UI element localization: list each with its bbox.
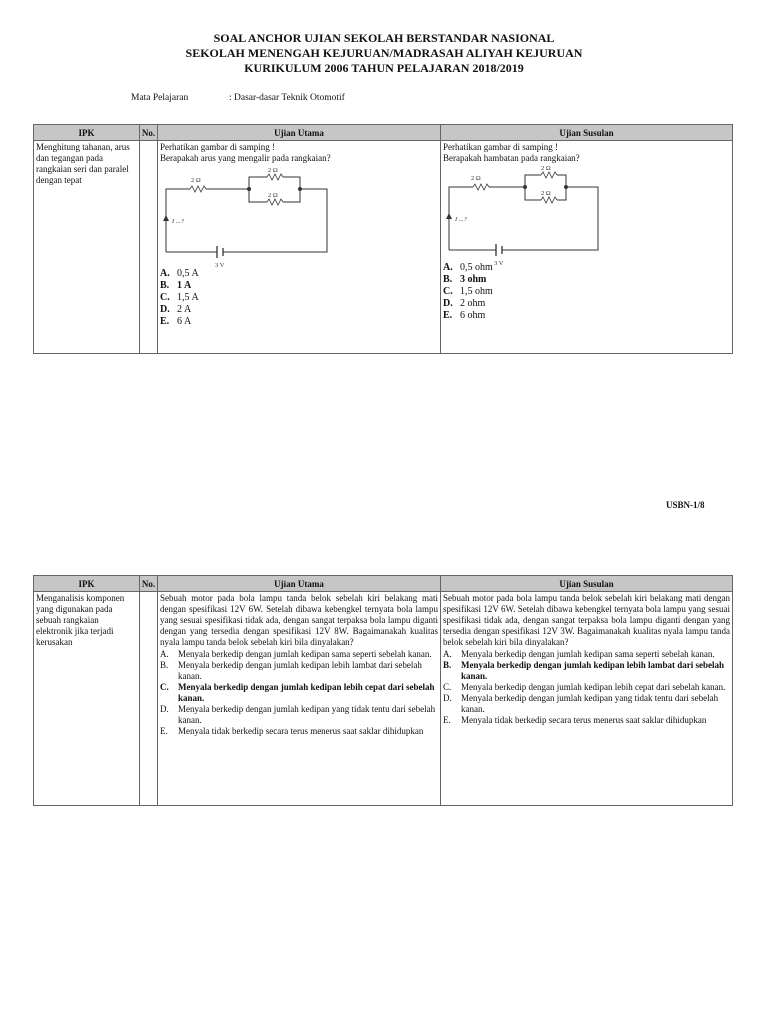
subject-label: Mata Pelajaran [131,93,189,103]
table-row [34,141,733,354]
resistor-label: 2 Ω [471,175,481,182]
battery-label: 3 V [215,262,225,268]
doc-title-line-1: SOAL ANCHOR UJIAN SEKOLAH BERSTANDAR NASIONAL [213,31,555,45]
col-ujian-susulan: Ujian Susulan [441,125,733,141]
col-ujian-susulan: Ujian Susulan [441,576,733,592]
option-letter: E. [443,715,451,725]
circuit-diagram [443,166,608,266]
col-ujian-utama: Ujian Utama [158,125,441,141]
option-text: 2 ohm [460,298,486,309]
options-list [160,268,438,328]
ipk-cell: Menghitung tahanan, arus dan tegangan pada rangkaian seri dan paralel dengan tepat [34,141,140,354]
utama-cell [158,592,441,806]
col-ujian-utama: Ujian Utama [158,576,441,592]
options-list [160,649,438,737]
option-letter: B. [160,660,169,670]
options-list [443,649,730,726]
option-text: 1,5 A [177,292,199,303]
table-row [34,592,733,806]
ipk-cell: Menganalisis komponen yang digunakan pada sebuah rangkaian elektronik jika terjadi kerusakan [34,592,140,806]
utama-question: Berapakah arus yang mengalir pada rangkaian? [160,153,331,163]
option-text-answer: 3 ohm [460,274,487,285]
susulan-cell [441,592,733,806]
utama-cell [158,141,441,354]
option-letter: C. [160,682,169,692]
question-table-2 [33,575,733,806]
option-letter: C. [443,682,452,692]
battery-label: 3 V [494,260,504,266]
option-letter: D. [443,298,453,309]
option-text: Menyala tidak berkedip secara terus menerus saat saklar dihidupkan [178,726,424,736]
doc-title-line-3: KURIKULUM 2006 TAHUN PELAJARAN 2018/2019 [244,61,524,75]
option-text: 2 A [177,304,192,315]
col-ipk: IPK [34,125,140,141]
susulan-question: Berapakah hambatan pada rangkaian? [443,153,580,163]
option-text: Menyala berkedip dengan jumlah kedipan lebih cepat dari sebelah kanan. [461,682,726,692]
option-text: Menyala berkedip dengan jumlah kedipan lebih lambat dari sebelah kanan. [178,660,422,681]
col-ipk: IPK [34,576,140,592]
option-text-answer: 1 A [177,280,192,291]
option-text: 6 A [177,316,192,327]
option-letter: D. [443,693,452,703]
resistor-label: 2 Ω [268,192,278,199]
utama-instruction: Perhatikan gambar di samping ! [160,142,275,152]
option-letter: E. [443,310,453,321]
resistor-label: 2 Ω [268,168,278,174]
option-letter: C. [443,286,453,297]
resistor-label: 2 Ω [541,166,551,172]
question-table-1 [33,124,733,354]
option-letter: A. [160,649,169,659]
option-letter: B. [160,280,170,291]
circuit-diagram [160,168,335,268]
option-text: 1,5 ohm [460,286,493,297]
doc-title-line-2: SEKOLAH MENENGAH KEJURUAN/MADRASAH ALIYAH KEJURUAN [185,46,583,60]
resistor-label: 2 Ω [541,190,551,197]
option-text: Menyala tidak berkedip secara terus menerus saat saklar dihidupkan [461,715,707,725]
col-no: No. [140,576,158,592]
option-text: Menyala berkedip dengan jumlah kedipan yang tidak tentu dari sebelah kanan. [178,704,436,725]
susulan-stem: Sebuah motor pada bola lampu tanda belok sebelah kiri belakang mati dengan spesifikasi 12V 6W. Setelah dibawa kebengkel ternyata bola lampu yang sesuai spesifikasi tidak ada, dengan sangat terpaksa bola lampu diganti dengan yang tersedia dengan spesifikasi 12V 3W. Bagaimanakah kualitas nyala lampu tanda belok sebelah kiri bila dinyalakan? [443,593,730,647]
col-no: No. [140,125,158,141]
option-text-answer: Menyala berkedip dengan jumlah kedipan lebih cepat dari sebelah kanan. [178,682,435,703]
option-letter: B. [443,660,452,670]
option-text: 6 ohm [460,310,486,321]
option-text: 0,5 ohm [460,262,493,273]
table-header-row [34,125,733,141]
option-letter: B. [443,274,453,285]
option-letter: D. [160,304,170,315]
option-letter: C. [160,292,170,303]
resistor-label: 2 Ω [191,177,201,184]
option-letter: A. [160,268,170,279]
number-cell [140,592,158,806]
subject-value: : Dasar-dasar Teknik Otomotif [229,93,345,103]
current-label: I ...? [455,216,467,223]
option-letter: D. [160,704,169,714]
option-text: 0,5 A [177,268,199,279]
option-letter: E. [160,726,168,736]
option-text: Menyala berkedip dengan jumlah kedipan yang tidak tentu dari sebelah kanan. [461,693,719,714]
susulan-cell [441,141,733,354]
option-text-answer: Menyala berkedip dengan jumlah kedipan lebih lambat dari sebelah kanan. [461,660,725,681]
options-list [443,262,730,322]
option-text: Menyala berkedip dengan jumlah kedipan sama seperti sebelah kanan. [178,649,432,659]
option-text: Menyala berkedip dengan jumlah kedipan sama seperti sebelah kanan. [461,649,715,659]
option-letter: A. [443,262,453,273]
table-header-row [34,576,733,592]
number-cell [140,141,158,354]
option-letter: E. [160,316,170,327]
page-footer: USBN-1/8 [666,500,705,510]
susulan-instruction: Perhatikan gambar di samping ! [443,142,558,152]
current-label: I ...? [172,218,184,225]
utama-stem: Sebuah motor pada bola lampu tanda belok sebelah kiri belakang mati dengan spesifikasi 12V 6W. Setelah dibawa kebengkel ternyata bola lampu yang sesuai spesifikasi tidak ada, dengan sangat terpaksa bola lampu diganti dengan yang tersedia dengan spesifikasi 12V 8W. Bagaimanakah kualitas nyala lampu tanda belok sebelah kiri bila dinyalakan? [160,593,438,647]
option-letter: A. [443,649,452,659]
